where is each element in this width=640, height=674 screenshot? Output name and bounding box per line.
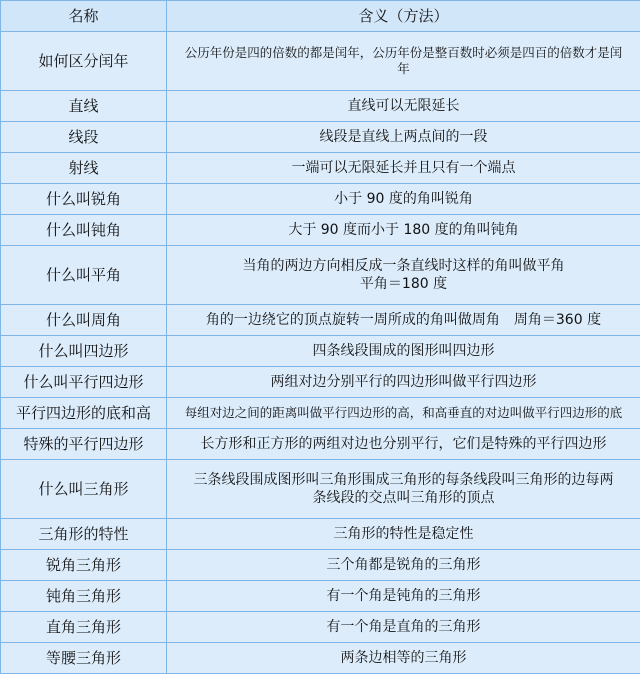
- definition-line: 长方形和正方形的两组对边也分别平行，它们是特殊的平行四边形: [171, 435, 636, 453]
- table-row: [1, 246, 640, 305]
- definition-cell: [167, 153, 640, 184]
- definition-line: 条线段的交点叫三角形的顶点: [171, 489, 636, 507]
- definition-line: 三角形的特性是稳定性: [171, 525, 636, 543]
- term-cell: 射线: [1, 153, 167, 184]
- table-row: [1, 550, 640, 581]
- definition-line: 直线可以无限延长: [171, 97, 636, 115]
- definition-line: 角的一边绕它的顶点旋转一周所成的角叫做周角 周角＝360 度: [171, 311, 636, 329]
- definition-cell: [167, 367, 640, 398]
- table-row: [1, 305, 640, 336]
- definition-cell: [167, 184, 640, 215]
- term-cell: 如何区分闰年: [1, 32, 167, 91]
- term-cell: 直角三角形: [1, 612, 167, 643]
- definition-cell: [167, 460, 640, 519]
- term-cell: 锐角三角形: [1, 550, 167, 581]
- definition-line: 年: [171, 61, 636, 77]
- term-cell: 什么叫周角: [1, 305, 167, 336]
- definition-line: 四条线段围成的图形叫四边形: [171, 342, 636, 360]
- header-row: [1, 1, 640, 32]
- table-row: [1, 643, 640, 674]
- table-row: [1, 398, 640, 429]
- definition-line: 三个角都是锐角的三角形: [171, 556, 636, 574]
- header-name: 名称: [1, 1, 167, 32]
- definition-cell: [167, 336, 640, 367]
- definition-cell: [167, 305, 640, 336]
- term-cell: 三角形的特性: [1, 519, 167, 550]
- table-row: [1, 519, 640, 550]
- definition-line: 当角的两边方向相反成一条直线时这样的角叫做平角: [171, 257, 636, 275]
- definition-line: 大于 90 度而小于 180 度的角叫钝角: [171, 221, 636, 239]
- table-row: [1, 91, 640, 122]
- definition-line: 有一个角是直角的三角形: [171, 618, 636, 636]
- definition-cell: [167, 398, 640, 429]
- definition-cell: [167, 519, 640, 550]
- term-cell: 等腰三角形: [1, 643, 167, 674]
- definition-line: 平角＝180 度: [171, 275, 636, 293]
- term-cell: 钝角三角形: [1, 581, 167, 612]
- term-cell: 什么叫四边形: [1, 336, 167, 367]
- definition-line: 三条线段围成图形叫三角形围成三角形的每条线段叫三角形的边每两: [171, 471, 636, 489]
- table-row: [1, 336, 640, 367]
- definition-cell: [167, 429, 640, 460]
- definition-cell: [167, 91, 640, 122]
- definition-cell: [167, 246, 640, 305]
- term-cell: 平行四边形的底和高: [1, 398, 167, 429]
- definition-line: 一端可以无限延长并且只有一个端点: [171, 159, 636, 177]
- definition-cell: [167, 581, 640, 612]
- term-cell: 什么叫三角形: [1, 460, 167, 519]
- table-row: [1, 367, 640, 398]
- term-cell: 特殊的平行四边形: [1, 429, 167, 460]
- table-row: [1, 581, 640, 612]
- table-row: [1, 153, 640, 184]
- definition-line: 两条边相等的三角形: [171, 649, 636, 667]
- definition-cell: [167, 612, 640, 643]
- table-row: [1, 215, 640, 246]
- definition-line: 两组对边分别平行的四边形叫做平行四边形: [171, 373, 636, 391]
- definition-line: 每组对边之间的距离叫做平行四边形的高，和高垂直的对边叫做平行四边形的底: [171, 405, 636, 421]
- table-row: [1, 612, 640, 643]
- table-row: [1, 122, 640, 153]
- definition-cell: [167, 643, 640, 674]
- definition-cell: [167, 215, 640, 246]
- term-cell: 什么叫钝角: [1, 215, 167, 246]
- term-cell: 什么叫锐角: [1, 184, 167, 215]
- header-meaning: 含义（方法）: [167, 1, 640, 32]
- definition-line: 小于 90 度的角叫锐角: [171, 190, 636, 208]
- table-row: [1, 184, 640, 215]
- term-cell: 什么叫平行四边形: [1, 367, 167, 398]
- definition-cell: [167, 550, 640, 581]
- term-cell: 直线: [1, 91, 167, 122]
- term-cell: 什么叫平角: [1, 246, 167, 305]
- table-row: [1, 460, 640, 519]
- table-row: [1, 429, 640, 460]
- definition-line: 有一个角是钝角的三角形: [171, 587, 636, 605]
- definition-cell: [167, 32, 640, 91]
- definition-line: 线段是直线上两点间的一段: [171, 128, 636, 146]
- term-cell: 线段: [1, 122, 167, 153]
- table-row: [1, 32, 640, 91]
- definition-line: 公历年份是四的倍数的都是闰年，公历年份是整百数时必须是四百的倍数才是闰: [171, 45, 636, 61]
- definition-cell: [167, 122, 640, 153]
